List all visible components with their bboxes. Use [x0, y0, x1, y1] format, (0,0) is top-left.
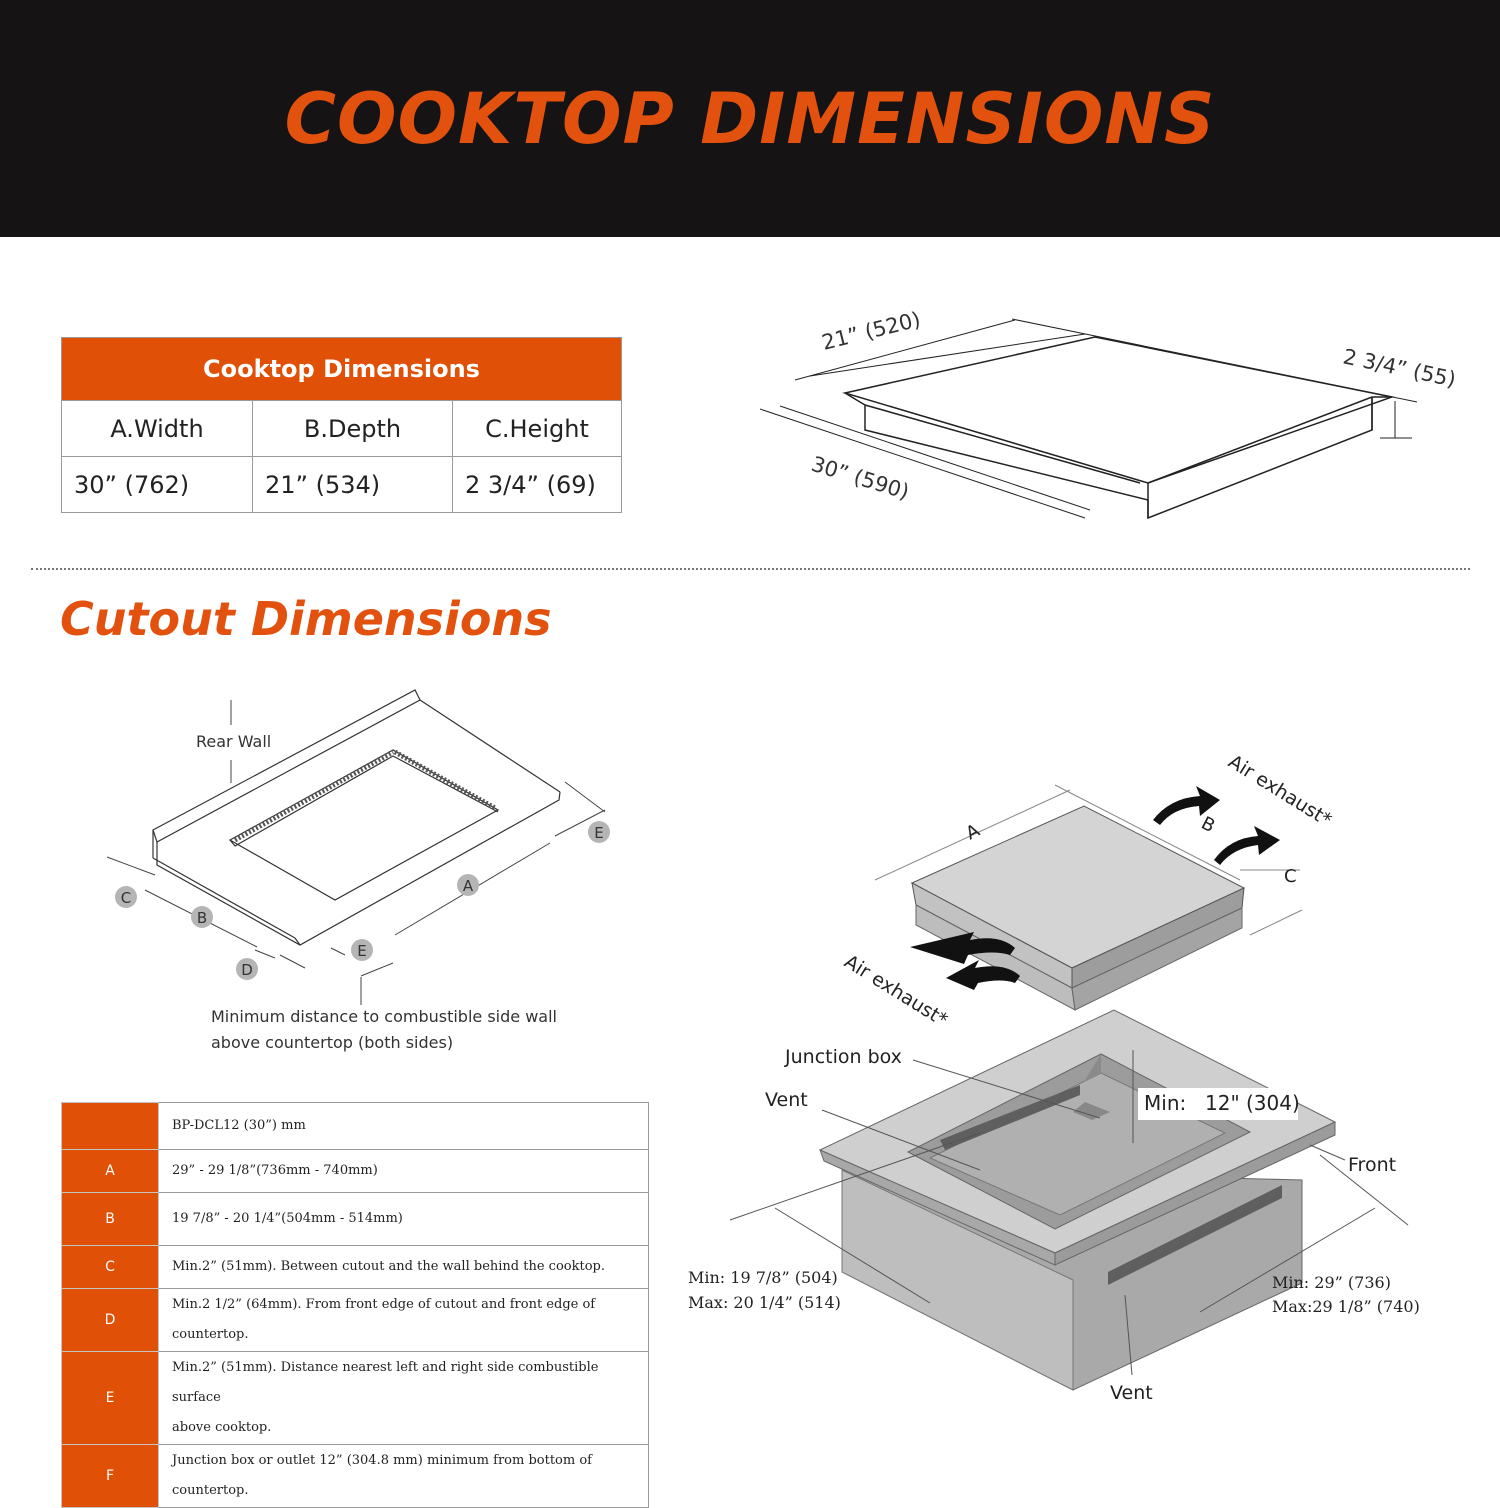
dimension-label-c: C — [1284, 866, 1297, 887]
table-row — [62, 1289, 649, 1352]
column-header-height: C.Height — [453, 401, 622, 457]
marker-c-label: C — [120, 889, 132, 907]
spec-value-a: 29” - 29 1/8”(736mm - 740mm) — [159, 1150, 649, 1193]
column-header-width: A.Width — [62, 401, 253, 457]
cooktop-table-title: Cooktop Dimensions — [62, 338, 622, 401]
countertop-cutout-diagram — [95, 680, 625, 1080]
height-value: 2 3/4” (69) — [453, 457, 622, 513]
spec-key-b: B — [62, 1193, 159, 1246]
air-exhaust-bottom-label: Air exhaust* — [840, 950, 952, 1032]
dimension-label-a: A — [962, 820, 984, 845]
marker-d — [236, 958, 258, 980]
section-divider — [31, 568, 1470, 570]
spec-key-a: A — [62, 1150, 159, 1193]
cutout-spec-table — [61, 1102, 649, 1508]
rear-wall-label: Rear Wall — [196, 732, 272, 751]
cutout-section-title: Cutout Dimensions — [60, 592, 552, 646]
vent-bottom-label: Vent — [1110, 1382, 1153, 1404]
depth-value: 21” (534) — [253, 457, 453, 513]
width-dimension-label: 30” (590) — [808, 451, 912, 505]
spec-value-c: Min.2” (51mm). Between cutout and the wall behind the cooktop. — [159, 1246, 649, 1289]
table-row — [62, 1193, 649, 1246]
marker-b — [191, 906, 213, 928]
junction-box-label: Junction box — [785, 1046, 902, 1068]
column-header-depth: B.Depth — [253, 401, 453, 457]
dimension-label-b: B — [1197, 812, 1219, 838]
installation-diagram — [680, 740, 1490, 1420]
spec-value-f: Junction box or outlet 12” (304.8 mm) minimum from bottom of countertop. — [159, 1445, 649, 1508]
table-row — [62, 1246, 649, 1289]
marker-d-label: D — [241, 961, 253, 979]
left-max-label: Max: 20 1/4” (514) — [688, 1293, 841, 1312]
marker-a-label: A — [462, 877, 474, 895]
page-title: COOKTOP DIMENSIONS — [284, 78, 1216, 160]
note-line-2: above countertop (both sides) — [211, 1033, 454, 1052]
front-label: Front — [1348, 1154, 1397, 1176]
left-min-label: Min: 19 7/8” (504) — [688, 1268, 838, 1287]
width-value: 30” (762) — [62, 457, 253, 513]
spec-value-d: Min.2 1/2” (64mm). From front edge of cutout and front edge of countertop. — [159, 1289, 649, 1352]
depth-dimension-label: 21” (520) — [819, 307, 923, 355]
marker-e-right-label: E — [594, 824, 604, 842]
spec-value-e — [159, 1352, 649, 1445]
right-min-label: Min: 29” (736) — [1272, 1273, 1391, 1292]
cooktop-dimensions-table — [61, 337, 622, 513]
spec-key-d: D — [62, 1289, 159, 1352]
marker-e-bottom-label: E — [357, 942, 367, 960]
header-banner — [0, 0, 1500, 237]
table-row — [62, 1445, 649, 1508]
marker-e-right — [588, 821, 610, 843]
table-row — [62, 1352, 649, 1445]
note-line-1: Minimum distance to combustible side wall — [211, 1007, 557, 1026]
spec-value-b: 19 7/8” - 20 1/4”(504mm - 514mm) — [159, 1193, 649, 1246]
spec-value-e-line1: Min.2” (51mm). Distance nearest left and right side combustible surface — [172, 1360, 599, 1405]
spec-header-key — [62, 1103, 159, 1150]
right-max-label: Max:29 1/8” (740) — [1272, 1297, 1420, 1316]
marker-c — [115, 886, 137, 908]
spec-header-value: BP-DCL12 (30”) mm — [159, 1103, 649, 1150]
cooktop-isometric-diagram — [740, 300, 1480, 540]
marker-b-label: B — [196, 909, 208, 927]
spec-key-e: E — [62, 1352, 159, 1445]
height-dimension-label: 2 3/4” (55) — [1340, 344, 1458, 392]
vent-top-label: Vent — [765, 1089, 808, 1111]
min-label: Min: — [1144, 1091, 1187, 1115]
table-row — [62, 1150, 649, 1193]
air-exhaust-top-label: Air exhaust* — [1224, 750, 1336, 832]
marker-a — [457, 874, 479, 896]
spec-value-e-line2: above cooktop. — [172, 1420, 272, 1435]
spec-key-f: F — [62, 1445, 159, 1508]
spec-key-c: C — [62, 1246, 159, 1289]
marker-e-bottom — [351, 939, 373, 961]
min-value: 12" (304) — [1205, 1091, 1300, 1115]
